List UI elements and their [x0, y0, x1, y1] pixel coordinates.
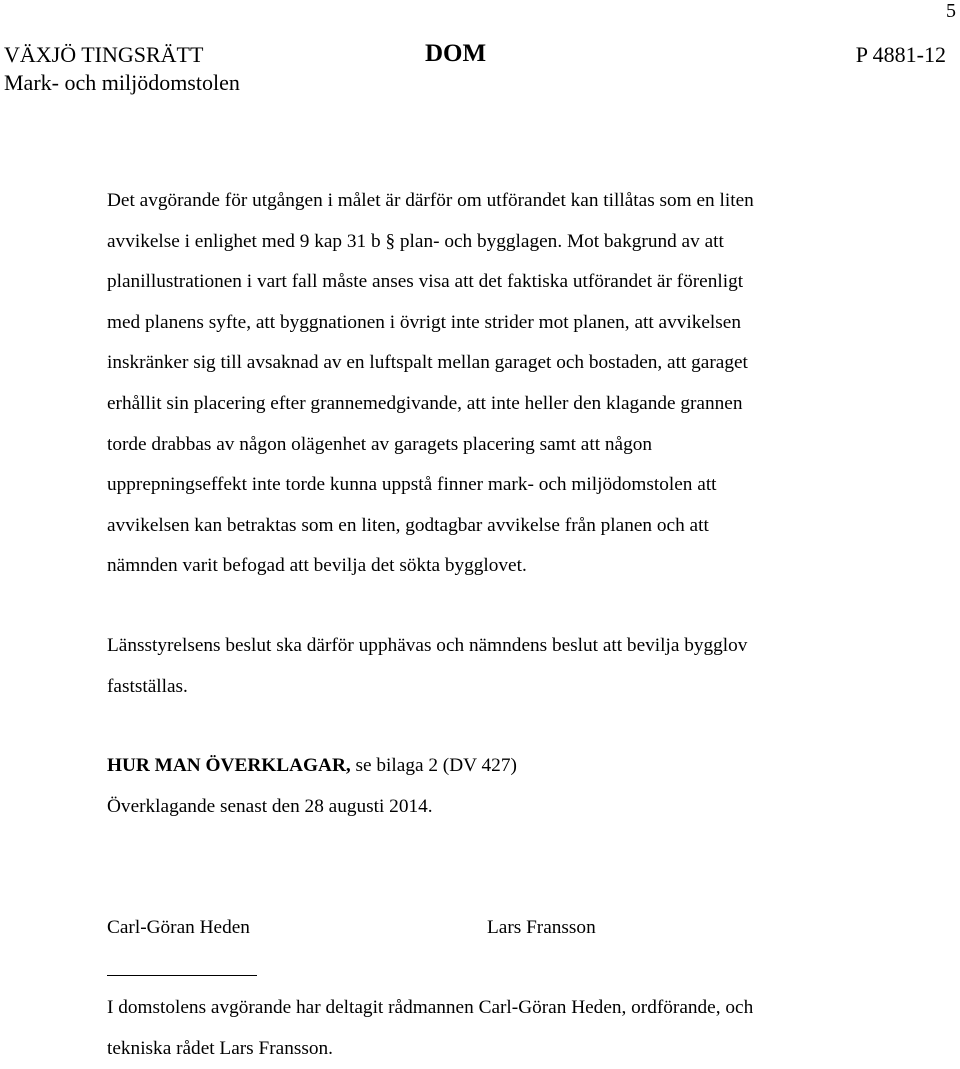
document-type: DOM — [425, 40, 487, 67]
department-name: Mark- och miljödomstolen — [4, 70, 240, 95]
conclusion-paragraph — [107, 626, 747, 707]
appeal-section — [107, 746, 517, 827]
paragraph-line: torde drabbas av någon olägenhet av garagets placering samt att någon — [107, 433, 653, 455]
footer-note-line: tekniska rådet Lars Fransson. — [107, 1037, 333, 1059]
paragraph-line: med planens syfte, att byggnationen i övrigt inte strider mot planen, att avvikelsen — [107, 311, 741, 333]
footnote-rule — [107, 975, 257, 976]
appeal-heading: HUR MAN ÖVERKLAGAR, — [107, 755, 351, 776]
footer-note-line: I domstolens avgörande har deltagit rådmannen Carl-Göran Heden, ordförande, och — [107, 997, 754, 1018]
paragraph-line: Länsstyrelsens beslut ska därför upphävas och nämndens beslut att bevilja bygglov — [107, 635, 748, 656]
paragraph-line: fastställas. — [107, 675, 188, 697]
appeal-deadline: Överklagande senast den 28 augusti 2014. — [107, 795, 433, 817]
paragraph-line: Det avgörande för utgången i målet är därför om utförandet kan tillåtas som en liten — [107, 190, 754, 211]
paragraph-line: upprepningseffekt inte torde kunna uppstå finner mark- och miljödomstolen att — [107, 474, 717, 496]
paragraph-line: avvikelsen kan betraktas som en liten, godtagbar avvikelse från planen och att — [107, 514, 709, 536]
paragraph-line: nämnden varit befogad att bevilja det sökta bygglovet. — [107, 555, 527, 577]
case-number: P 4881-12 — [855, 42, 946, 67]
reasoning-paragraph — [107, 181, 754, 587]
appeal-heading-line — [107, 746, 517, 787]
signature-name-1: Carl-Göran Heden — [107, 917, 250, 938]
appeal-reference: se bilaga 2 (DV 427) — [350, 755, 517, 776]
page-number: 5 — [946, 0, 956, 22]
paragraph-line: planillustrationen i vart fall måste anses visa att det faktiska utförandet är förenligt — [107, 271, 744, 293]
court-name: VÄXJÖ TINGSRÄTT — [4, 42, 204, 67]
signature-name-2: Lars Fransson — [487, 917, 596, 938]
paragraph-line: inskränker sig till avsaknad av en luftspalt mellan garaget och bostaden, att garaget — [107, 352, 748, 374]
paragraph-line: avvikelse i enlighet med 9 kap 31 b § plan- och bygglagen. Mot bakgrund av att — [107, 230, 724, 252]
paragraph-line: erhållit sin placering efter grannemedgivande, att inte heller den klagande grannen — [107, 392, 743, 414]
